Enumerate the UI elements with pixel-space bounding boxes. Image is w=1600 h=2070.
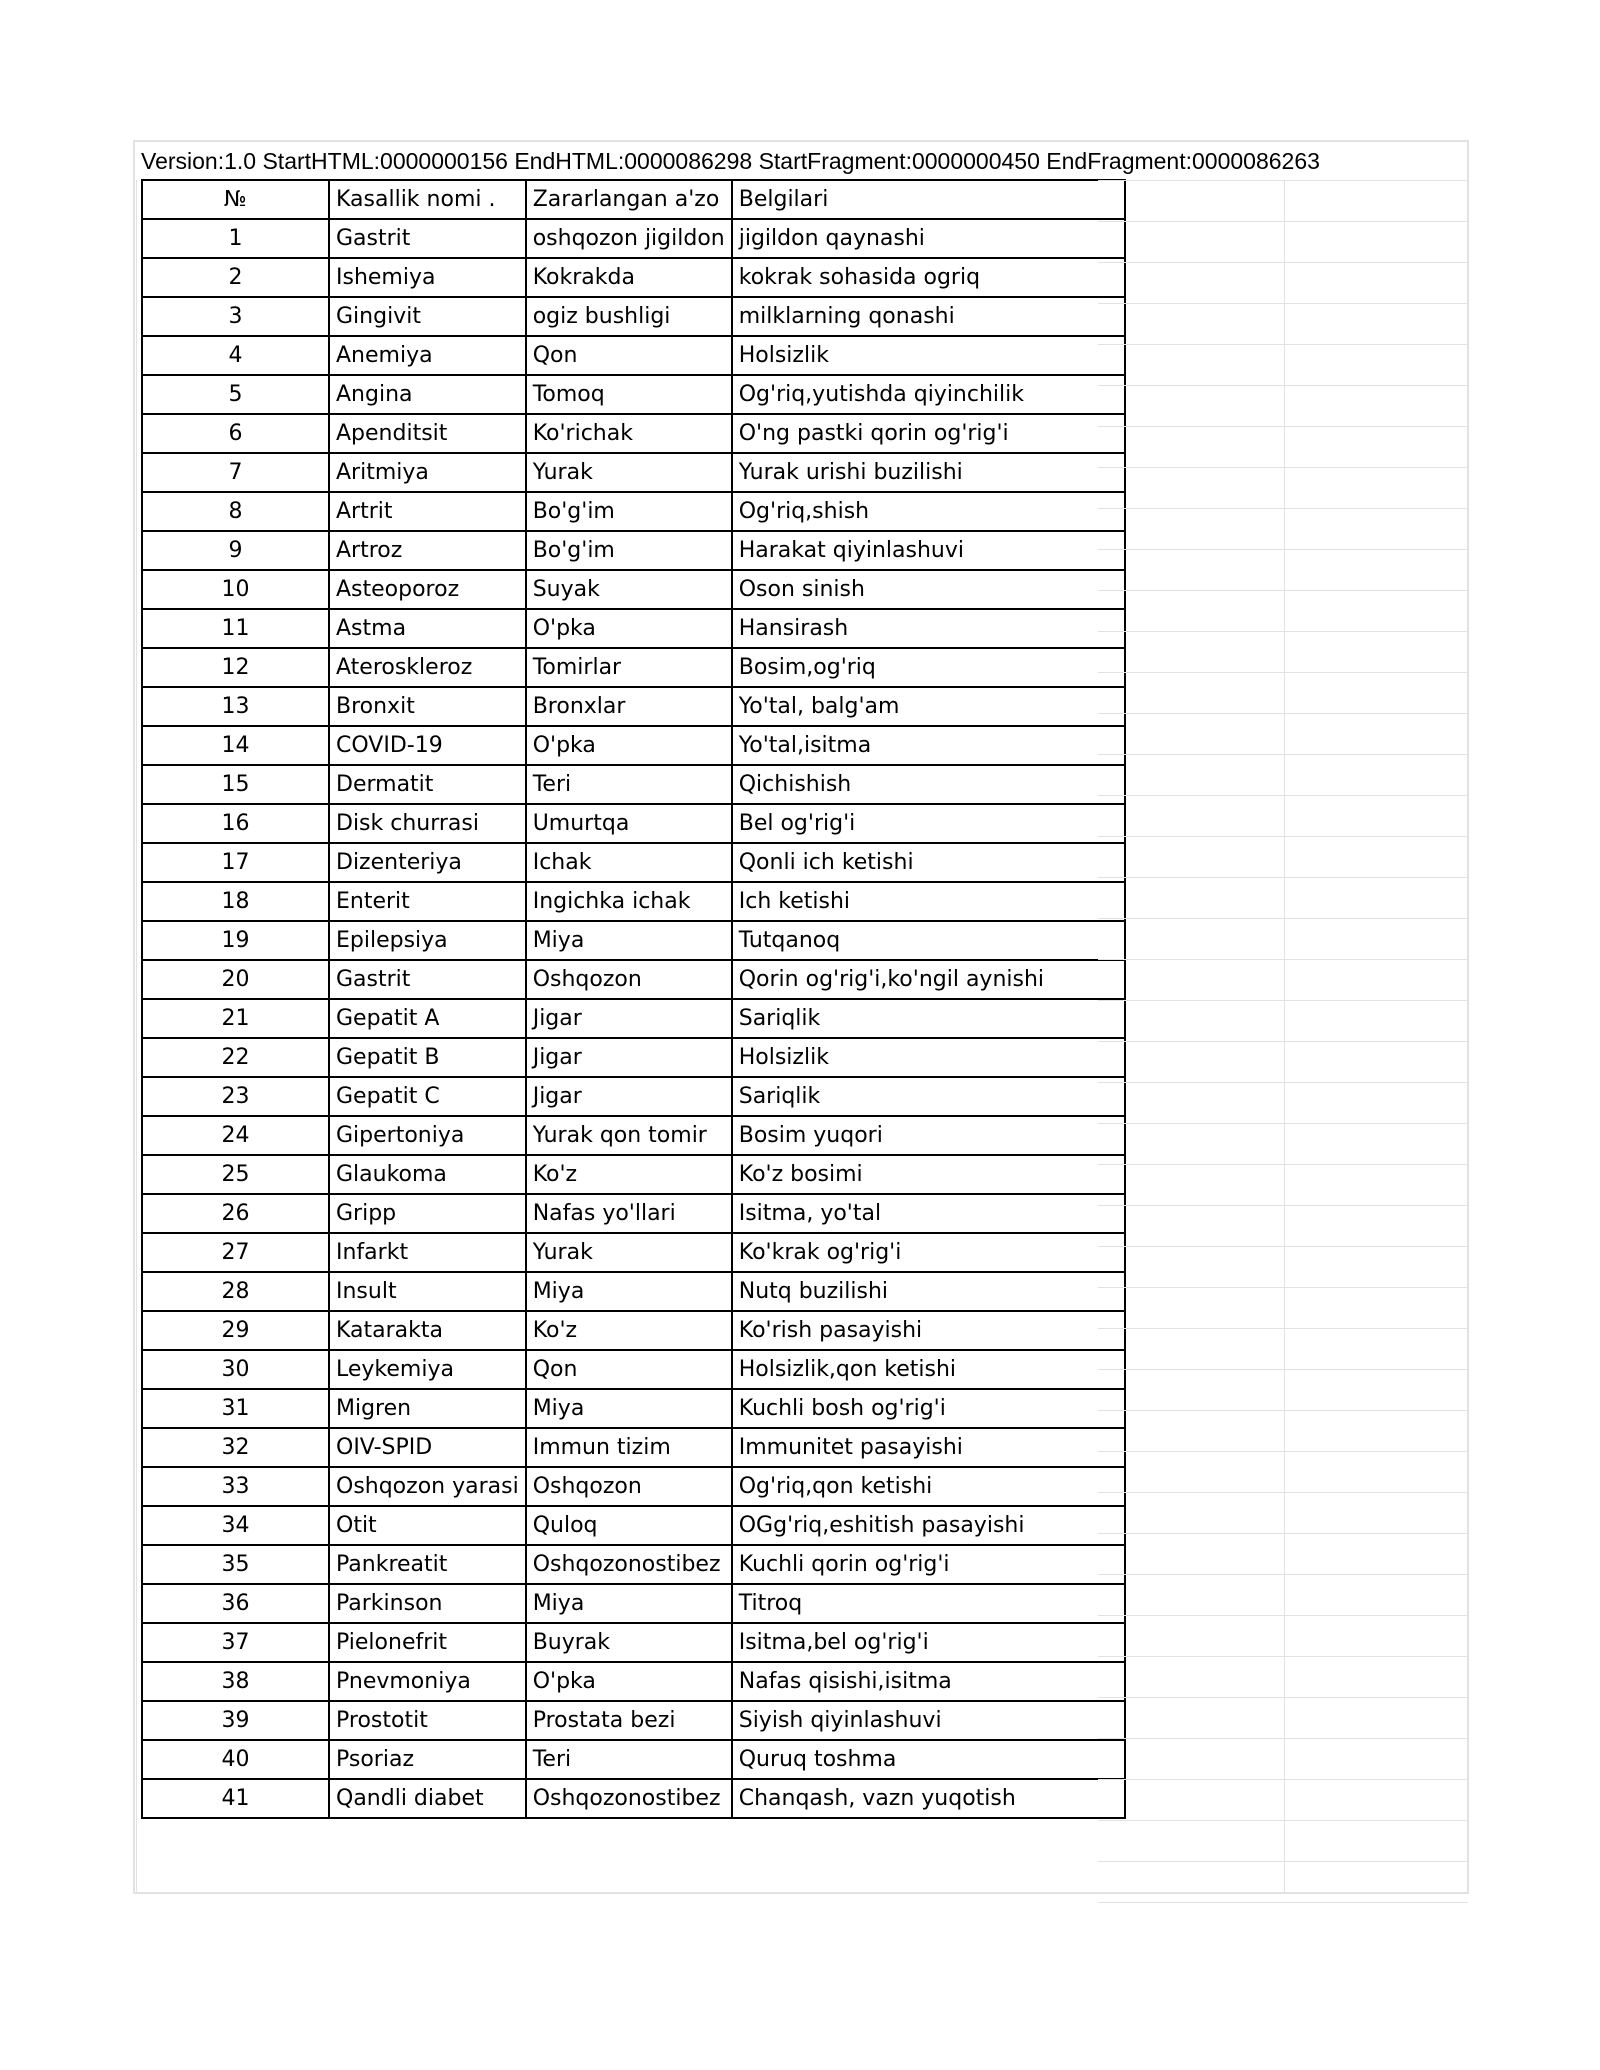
cell-number: 28 (142, 1272, 329, 1311)
cell-affected-organ: Buyrak (526, 1623, 732, 1662)
cell-disease-name: Infarkt (329, 1233, 526, 1272)
cell-affected-organ: Suyak (526, 570, 732, 609)
grid-line (1098, 590, 1468, 591)
cell-disease-name: Gripp (329, 1194, 526, 1233)
cell-affected-organ: Qon (526, 336, 732, 375)
table-row (142, 648, 1125, 687)
cell-disease-name: Enterit (329, 882, 526, 921)
cell-number: 11 (142, 609, 329, 648)
cell-disease-name: Asteoporoz (329, 570, 526, 609)
cell-number: 19 (142, 921, 329, 960)
grid-line (1098, 1656, 1468, 1657)
table-row (142, 219, 1125, 258)
cell-affected-organ: Jigar (526, 1077, 732, 1116)
cell-number: 24 (142, 1116, 329, 1155)
cell-symptoms: Nutq buzilishi (732, 1272, 1125, 1311)
cell-number: 32 (142, 1428, 329, 1467)
grid-line (1098, 467, 1468, 468)
cell-affected-organ: ogiz bushligi (526, 297, 732, 336)
grid-line (1284, 180, 1285, 1893)
cell-symptoms: Isitma,bel og'rig'i (732, 1623, 1125, 1662)
cell-symptoms: Tutqanoq (732, 921, 1125, 960)
cell-number: 13 (142, 687, 329, 726)
cell-symptoms: Ich ketishi (732, 882, 1125, 921)
table-row (142, 1740, 1125, 1779)
cell-disease-name: Gastrit (329, 219, 526, 258)
cell-number: 2 (142, 258, 329, 297)
cell-affected-organ: Miya (526, 1584, 732, 1623)
table-row (142, 375, 1125, 414)
cell-number: 8 (142, 492, 329, 531)
grid-line (1098, 631, 1468, 632)
cell-disease-name: Angina (329, 375, 526, 414)
grid-line (1098, 918, 1468, 919)
cell-symptoms: Immunitet pasayishi (732, 1428, 1125, 1467)
cell-disease-name: Epilepsiya (329, 921, 526, 960)
cell-number: 23 (142, 1077, 329, 1116)
grid-line (1098, 713, 1468, 714)
cell-number: 12 (142, 648, 329, 687)
grid-line (1098, 1410, 1468, 1411)
cell-number: 18 (142, 882, 329, 921)
cell-disease-name: Gingivit (329, 297, 526, 336)
cell-disease-name: Glaukoma (329, 1155, 526, 1194)
grid-line (1098, 344, 1468, 345)
cell-symptoms: Og'riq,shish (732, 492, 1125, 531)
cell-disease-name: Psoriaz (329, 1740, 526, 1779)
cell-disease-name: Leykemiya (329, 1350, 526, 1389)
cell-number: 34 (142, 1506, 329, 1545)
cell-number: 36 (142, 1584, 329, 1623)
table-row (142, 1350, 1125, 1389)
cell-symptoms: Sariqlik (732, 1077, 1125, 1116)
cell-affected-organ: Prostata bezi (526, 1701, 732, 1740)
grid-line (1098, 1779, 1468, 1780)
grid-line (1098, 1492, 1468, 1493)
cell-disease-name: Disk churrasi (329, 804, 526, 843)
cell-symptoms: Sariqlik (732, 999, 1125, 1038)
grid-line (1098, 180, 1468, 181)
grid-line (1098, 1820, 1468, 1821)
cell-affected-organ: Ko'richak (526, 414, 732, 453)
cell-number: 5 (142, 375, 329, 414)
cell-number: 20 (142, 960, 329, 999)
table-row (142, 1662, 1125, 1701)
cell-number: 9 (142, 531, 329, 570)
cell-affected-organ: O'pka (526, 726, 732, 765)
grid-line (1098, 672, 1468, 673)
cell-number: 15 (142, 765, 329, 804)
cell-affected-organ: Jigar (526, 999, 732, 1038)
grid-line (1098, 1205, 1468, 1206)
table-row (142, 1194, 1125, 1233)
cell-number: 26 (142, 1194, 329, 1233)
table-row (142, 1584, 1125, 1623)
cell-disease-name: Gastrit (329, 960, 526, 999)
cell-disease-name: Ateroskleroz (329, 648, 526, 687)
cell-disease-name: Otit (329, 1506, 526, 1545)
grid-line (136, 180, 137, 1893)
cell-disease-name: Qandli diabet (329, 1779, 526, 1818)
cell-number: 40 (142, 1740, 329, 1779)
cell-affected-organ: Oshqozonostibez (526, 1545, 732, 1584)
clipboard-header-text: Version:1.0 StartHTML:0000000156 EndHTML:0000086298 StartFragment:0000000450 EndFragment:0000086263 (141, 148, 1320, 174)
cell-number: 27 (142, 1233, 329, 1272)
cell-symptoms: Holsizlik (732, 1038, 1125, 1077)
table-row (142, 1428, 1125, 1467)
table-row (142, 531, 1125, 570)
cell-affected-organ: Oshqozon (526, 960, 732, 999)
cell-number: 7 (142, 453, 329, 492)
cell-symptoms: kokrak sohasida ogriq (732, 258, 1125, 297)
grid-line (1098, 1123, 1468, 1124)
table-row (142, 960, 1125, 999)
cell-symptoms: OGg'riq,eshitish pasayishi (732, 1506, 1125, 1545)
cell-number: 4 (142, 336, 329, 375)
cell-number: 16 (142, 804, 329, 843)
grid-line (1098, 836, 1468, 837)
cell-symptoms: Nafas qisishi,isitma (732, 1662, 1125, 1701)
table-row (142, 609, 1125, 648)
cell-disease-name: Apenditsit (329, 414, 526, 453)
table-row (142, 414, 1125, 453)
cell-disease-name: Anemiya (329, 336, 526, 375)
cell-symptoms: Quruq toshma (732, 1740, 1125, 1779)
grid-line (1098, 508, 1468, 509)
cell-disease-name: Aritmiya (329, 453, 526, 492)
grid-line (1098, 426, 1468, 427)
cell-affected-organ: Umurtqa (526, 804, 732, 843)
table-row (142, 297, 1125, 336)
column-header-affected-organ: Zararlangan a'zo (526, 180, 732, 219)
cell-disease-name: Insult (329, 1272, 526, 1311)
disease-table (141, 179, 1126, 1819)
table-row (142, 1701, 1125, 1740)
cell-symptoms: Kuchli qorin og'rig'i (732, 1545, 1125, 1584)
cell-disease-name: Oshqozon yarasi (329, 1467, 526, 1506)
cell-symptoms: Siyish qiyinlashuvi (732, 1701, 1125, 1740)
cell-symptoms: Bosim,og'riq (732, 648, 1125, 687)
cell-disease-name: Pnevmoniya (329, 1662, 526, 1701)
cell-disease-name: Prostotit (329, 1701, 526, 1740)
cell-symptoms: Titroq (732, 1584, 1125, 1623)
cell-affected-organ: Bo'g'im (526, 492, 732, 531)
cell-symptoms: Isitma, yo'tal (732, 1194, 1125, 1233)
cell-affected-organ: oshqozon jigildon (526, 219, 732, 258)
cell-affected-organ: Yurak (526, 453, 732, 492)
table-row (142, 1506, 1125, 1545)
cell-symptoms: Yo'tal,isitma (732, 726, 1125, 765)
table-row (142, 258, 1125, 297)
table-row (142, 1467, 1125, 1506)
cell-affected-organ: Ichak (526, 843, 732, 882)
cell-affected-organ: Nafas yo'llari (526, 1194, 732, 1233)
cell-symptoms: Kuchli bosh og'rig'i (732, 1389, 1125, 1428)
table-row (142, 1038, 1125, 1077)
cell-affected-organ: Ko'z (526, 1155, 732, 1194)
cell-disease-name: Gipertoniya (329, 1116, 526, 1155)
cell-number: 30 (142, 1350, 329, 1389)
cell-affected-organ: Quloq (526, 1506, 732, 1545)
cell-disease-name: OIV-SPID (329, 1428, 526, 1467)
cell-number: 29 (142, 1311, 329, 1350)
cell-symptoms: milklarning qonashi (732, 297, 1125, 336)
cell-affected-organ: Kokrakda (526, 258, 732, 297)
table-row (142, 1116, 1125, 1155)
grid-line (1098, 1451, 1468, 1452)
cell-affected-organ: Miya (526, 921, 732, 960)
cell-number: 1 (142, 219, 329, 258)
grid-line (1098, 1287, 1468, 1288)
cell-affected-organ: O'pka (526, 609, 732, 648)
cell-symptoms: Qorin og'rig'i,ko'ngil aynishi (732, 960, 1125, 999)
grid-line (1098, 1000, 1468, 1001)
table-row (142, 999, 1125, 1038)
cell-disease-name: Katarakta (329, 1311, 526, 1350)
table-body (142, 219, 1125, 1818)
cell-symptoms: Hansirash (732, 609, 1125, 648)
grid-line (1098, 1164, 1468, 1165)
cell-symptoms: O'ng pastki qorin og'rig'i (732, 414, 1125, 453)
cell-number: 25 (142, 1155, 329, 1194)
table-row (142, 570, 1125, 609)
cell-affected-organ: Bronxlar (526, 687, 732, 726)
cell-symptoms: Qichishish (732, 765, 1125, 804)
cell-disease-name: Pankreatit (329, 1545, 526, 1584)
grid-line (1098, 1328, 1468, 1329)
table-row (142, 726, 1125, 765)
grid-line (1098, 959, 1468, 960)
cell-affected-organ: Jigar (526, 1038, 732, 1077)
cell-affected-organ: Oshqozon (526, 1467, 732, 1506)
cell-symptoms: Oson sinish (732, 570, 1125, 609)
grid-line (1098, 1246, 1468, 1247)
cell-affected-organ: Oshqozonostibez (526, 1779, 732, 1818)
table-row (142, 882, 1125, 921)
table-row (142, 1623, 1125, 1662)
cell-number: 3 (142, 297, 329, 336)
cell-symptoms: Yo'tal, balg'am (732, 687, 1125, 726)
table-header-row (142, 180, 1125, 219)
table-row (142, 1077, 1125, 1116)
table-row (142, 336, 1125, 375)
cell-affected-organ: Yurak qon tomir (526, 1116, 732, 1155)
grid-line (1098, 1041, 1468, 1042)
table-row (142, 1272, 1125, 1311)
cell-symptoms: Holsizlik (732, 336, 1125, 375)
table-row (142, 765, 1125, 804)
cell-number: 21 (142, 999, 329, 1038)
grid-line (1098, 1902, 1468, 1903)
cell-number: 38 (142, 1662, 329, 1701)
table-row (142, 687, 1125, 726)
cell-symptoms: Ko'z bosimi (732, 1155, 1125, 1194)
column-header-symptoms: Belgilari (732, 180, 1125, 219)
cell-disease-name: COVID-19 (329, 726, 526, 765)
grid-line (1098, 754, 1468, 755)
cell-number: 14 (142, 726, 329, 765)
cell-disease-name: Gepatit A (329, 999, 526, 1038)
cell-disease-name: Gepatit C (329, 1077, 526, 1116)
table-row (142, 1779, 1125, 1818)
cell-affected-organ: Tomoq (526, 375, 732, 414)
cell-symptoms: Bel og'rig'i (732, 804, 1125, 843)
cell-number: 35 (142, 1545, 329, 1584)
cell-symptoms: Ko'krak og'rig'i (732, 1233, 1125, 1272)
cell-affected-organ: Immun tizim (526, 1428, 732, 1467)
cell-number: 41 (142, 1779, 329, 1818)
cell-symptoms: Qonli ich ketishi (732, 843, 1125, 882)
cell-symptoms: Chanqash, vazn yuqotish (732, 1779, 1125, 1818)
cell-symptoms: Bosim yuqori (732, 1116, 1125, 1155)
grid-line (1098, 1082, 1468, 1083)
cell-disease-name: Astma (329, 609, 526, 648)
cell-disease-name: Gepatit B (329, 1038, 526, 1077)
grid-line (1098, 549, 1468, 550)
cell-disease-name: Pielonefrit (329, 1623, 526, 1662)
cell-symptoms: Harakat qiyinlashuvi (732, 531, 1125, 570)
cell-disease-name: Dizenteriya (329, 843, 526, 882)
cell-affected-organ: Qon (526, 1350, 732, 1389)
table-row (142, 921, 1125, 960)
grid-line (1098, 1615, 1468, 1616)
cell-symptoms: Ko'rish pasayishi (732, 1311, 1125, 1350)
column-header-number: № (142, 180, 329, 219)
grid-line (1098, 1861, 1468, 1862)
grid-line (1098, 303, 1468, 304)
cell-number: 31 (142, 1389, 329, 1428)
cell-affected-organ: O'pka (526, 1662, 732, 1701)
table-row (142, 804, 1125, 843)
table-row (142, 1311, 1125, 1350)
cell-affected-organ: Tomirlar (526, 648, 732, 687)
table-row (142, 453, 1125, 492)
cell-disease-name: Ishemiya (329, 258, 526, 297)
cell-disease-name: Bronxit (329, 687, 526, 726)
cell-number: 22 (142, 1038, 329, 1077)
cell-number: 10 (142, 570, 329, 609)
cell-affected-organ: Miya (526, 1389, 732, 1428)
table-row (142, 1545, 1125, 1584)
cell-affected-organ: Teri (526, 1740, 732, 1779)
table-row (142, 492, 1125, 531)
cell-number: 39 (142, 1701, 329, 1740)
cell-number: 17 (142, 843, 329, 882)
cell-affected-organ: Bo'g'im (526, 531, 732, 570)
cell-symptoms: Holsizlik,qon ketishi (732, 1350, 1125, 1389)
cell-disease-name: Artrit (329, 492, 526, 531)
grid-line (1098, 385, 1468, 386)
cell-affected-organ: Teri (526, 765, 732, 804)
cell-symptoms: Og'riq,yutishda qiyinchilik (732, 375, 1125, 414)
table-row (142, 1155, 1125, 1194)
table-row (142, 1389, 1125, 1428)
grid-line (1098, 877, 1468, 878)
cell-affected-organ: Ko'z (526, 1311, 732, 1350)
cell-symptoms: Yurak urishi buzilishi (732, 453, 1125, 492)
grid-line (1098, 1574, 1468, 1575)
cell-disease-name: Migren (329, 1389, 526, 1428)
table-row (142, 843, 1125, 882)
grid-line (1098, 262, 1468, 263)
column-header-disease-name: Kasallik nomi . (329, 180, 526, 219)
grid-line (1098, 1738, 1468, 1739)
cell-disease-name: Parkinson (329, 1584, 526, 1623)
cell-number: 6 (142, 414, 329, 453)
cell-affected-organ: Yurak (526, 1233, 732, 1272)
grid-line (1098, 221, 1468, 222)
cell-symptoms: Og'riq,qon ketishi (732, 1467, 1125, 1506)
grid-line (1098, 795, 1468, 796)
grid-line (1098, 1369, 1468, 1370)
table-row (142, 1233, 1125, 1272)
cell-disease-name: Artroz (329, 531, 526, 570)
cell-symptoms: jigildon qaynashi (732, 219, 1125, 258)
cell-number: 37 (142, 1623, 329, 1662)
grid-line (1098, 1533, 1468, 1534)
grid-line (1098, 1697, 1468, 1698)
cell-affected-organ: Miya (526, 1272, 732, 1311)
cell-disease-name: Dermatit (329, 765, 526, 804)
cell-affected-organ: Ingichka ichak (526, 882, 732, 921)
cell-number: 33 (142, 1467, 329, 1506)
